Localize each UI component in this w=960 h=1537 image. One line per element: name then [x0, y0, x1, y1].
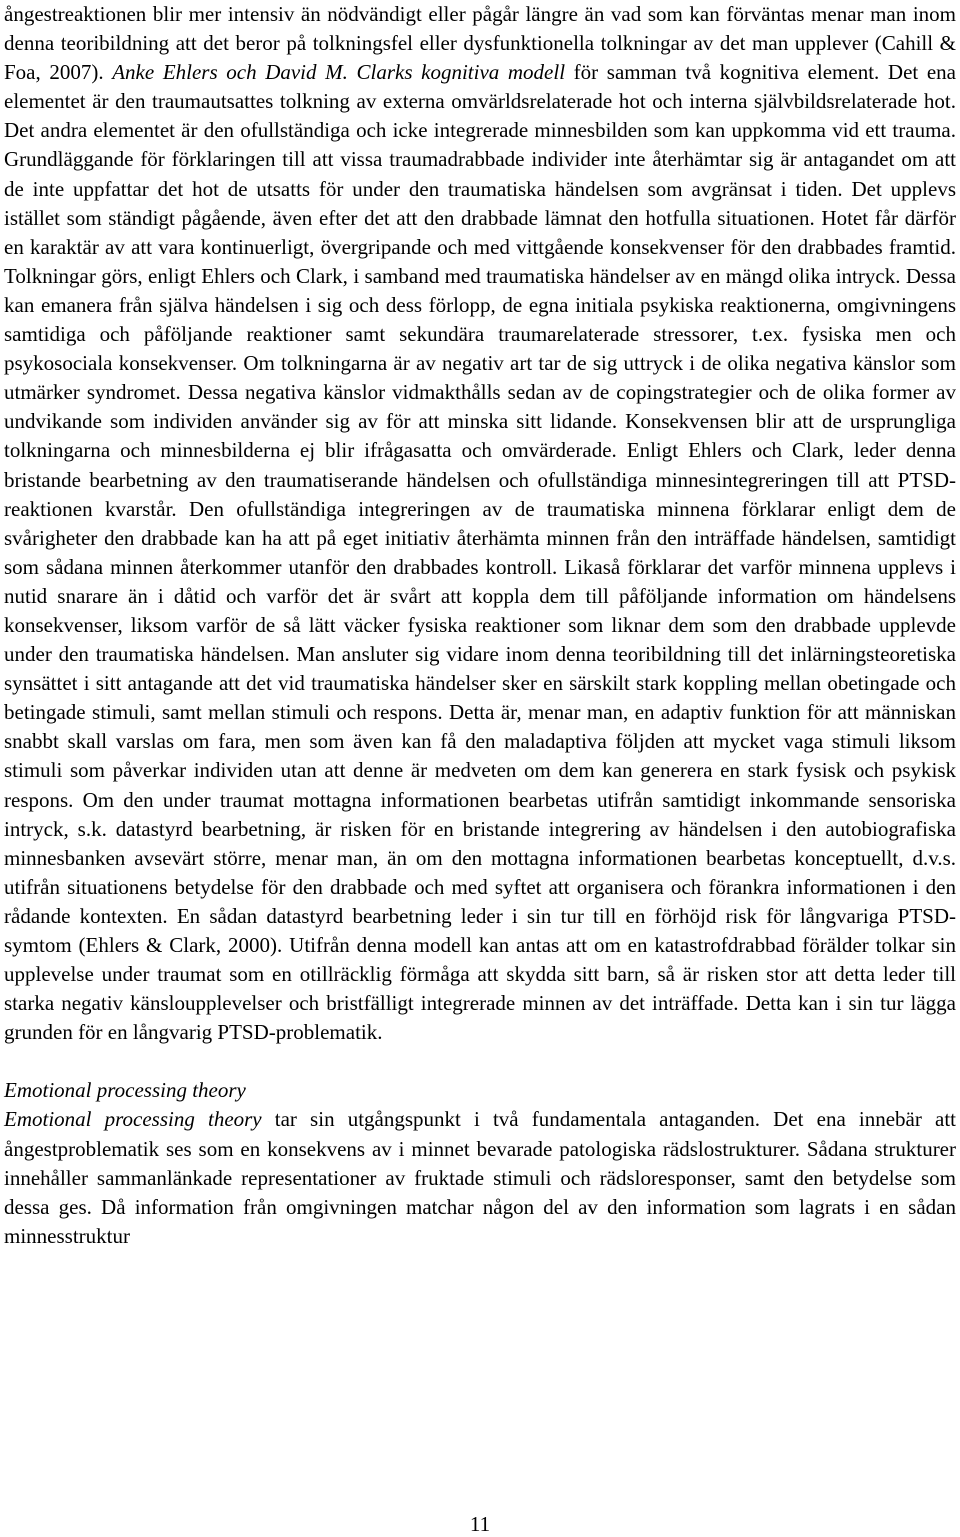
body-paragraph-1: [4, 0, 956, 1047]
section-heading: Emotional processing theory: [4, 1078, 246, 1103]
para1-italic-title: Anke Ehlers och David M. Clarks kognitiva modell: [112, 60, 566, 85]
para1-text-2: för samman två kognitiva element. Det ena elementet är den traumautsattes tolkning av externa omvärldsrelaterade hot och interna självbildsrelaterade hot. Det andra elementet är den ofullständiga och icke integrerade minnesbilden som kan uppkomma vid ett trauma. Grundläggande för förklaringen till att vissa traumadrabbade individer inte återhämtar sig är antagandet om att de inte uppfattar det hot de utsatts för under den traumatiska händelsen som avgränsat i tiden. Det upplevs istället som ständigt pågående, även efter det att den drabbade lämnat den hotfulla situationen. Hotet får därför en karaktär av att vara kontinuerligt, övergripande och med vittgående konsekvenser för den drabbades framtid. Tolkningar görs, enligt Ehlers och Clark, i samband med traumatiska händelser av en mängd olika intryck. Dessa kan emanera från själva händelsen i sig och dess förlopp, de egna initiala psykiska reaktionerna, omgivningens samtidiga och påföljande reaktioner samt sekundära traumarelaterade stressorer, t.ex. fysiska men och psykosociala konsekvenser. Om tolkningarna är av negativ art tar de sig uttryck i de olika negativa känslor som utmärker syndromet. Dessa negativa känslor vidmakthålls sedan av de copingstrategier och de olika former av undvikande som individen använder sig av för att minska sitt lidande. Konsekvensen blir att de ursprungliga tolkningarna och minnesbilderna ej blir ifrågasatta och omvärderade. Enligt Ehlers och Clark, leder denna bristande bearbetning av den traumatiserande händelsen och ofullständiga minnesintegreringen till att PTSD-reaktionen kvarstår. Den ofullständiga integreringen av de traumatiska minnena förklarar enligt dem de svårigheter den drabbade kan ha att på eget initiativ återhämta minnen från den inträffade händelsen, samtidigt som sådana minnen återkommer utanför den drabbades kontroll. Likaså förklarar det varför minnena upplevs i nutid snarare än i dåtid och varför det är svårt att koppla dem till påföljande information om händelsens konsekvenser, liksom varför de så lätt väcker fysiska reaktioner som liknar dem som den drabbade upplevde under den traumatiska händelsen. Man ansluter sig vidare inom denna teoribildning till det inlärningsteoretiska synsättet i sitt antagande att det vid traumatiska händelser sker en särskilt stark koppling mellan obetingade och betingade stimuli, samt mellan stimuli och respons. Detta är, menar man, en adaptiv funktion för att människan snabbt skall varslas om fara, men som även kan få den maladaptiva följden att mycket vaga stimuli liksom stimuli som påverkar individen utan att denne är medveten om dem kan generera en stark fysisk och psykisk respons. Om den under traumat mottagna informationen bearbetas utifrån samtidigt inkommande sensoriska intryck, s.k. datastyrd bearbetning, är risken för en bristande integrering av händelsen i den autobiografiska minnesbanken avsevärt större, menar man, än om den mottagna informationen bearbetas konceptuellt, d.v.s. utifrån situationens betydelse för den drabbade och med syftet att organisera och förankra informationen i den rådande kontexten. En sådan datastyrd bearbetning leder i sin tur till en förhöjd risk för långvariga PTSD-symtom (Ehlers & Clark, 2000). Utifrån denna modell kan antas att om en katastrofdrabbad förälder tolkar sin upplevelse under traumat som en otillräcklig förmåga att skydda sitt barn, så är risken stor att detta leder till starka negativ känsloupplevelser och bristfälligt integrerade minnen av det inträffade. Detta kan i sin tur lägga grunden för en långvarig PTSD-problematik.: [4, 60, 956, 1045]
para1-text-1: ångestreaktionen blir mer intensiv än nödvändigt eller pågår längre än vad som kan förväntas menar man inom denna teoribildning att det beror på tolkningsfel eller dysfunktionella tolkningar av det man upplever (Cahill & Foa, 2007).: [4, 2, 956, 85]
para2-italic-title: Emotional processing theory: [4, 1107, 262, 1132]
para2-text: tar sin utgångspunkt i två fundamentala antaganden. Det ena innebär att ångestproblematik ses som en konsekvens av i minnet bevarade patologiska rädslostrukturer. Sådana strukturer innehåller sammanlänkade representationer av fruktade stimuli och rädsloresponser, samt den betydelse som dessa ges. Då information från omgivningen matchar någon del av den information som lagrats i en sådan minnesstruktur: [4, 1107, 956, 1248]
body-paragraph-2: [4, 1105, 956, 1250]
document-page: [4, 0, 956, 1251]
page-number: 11: [469, 1512, 491, 1536]
